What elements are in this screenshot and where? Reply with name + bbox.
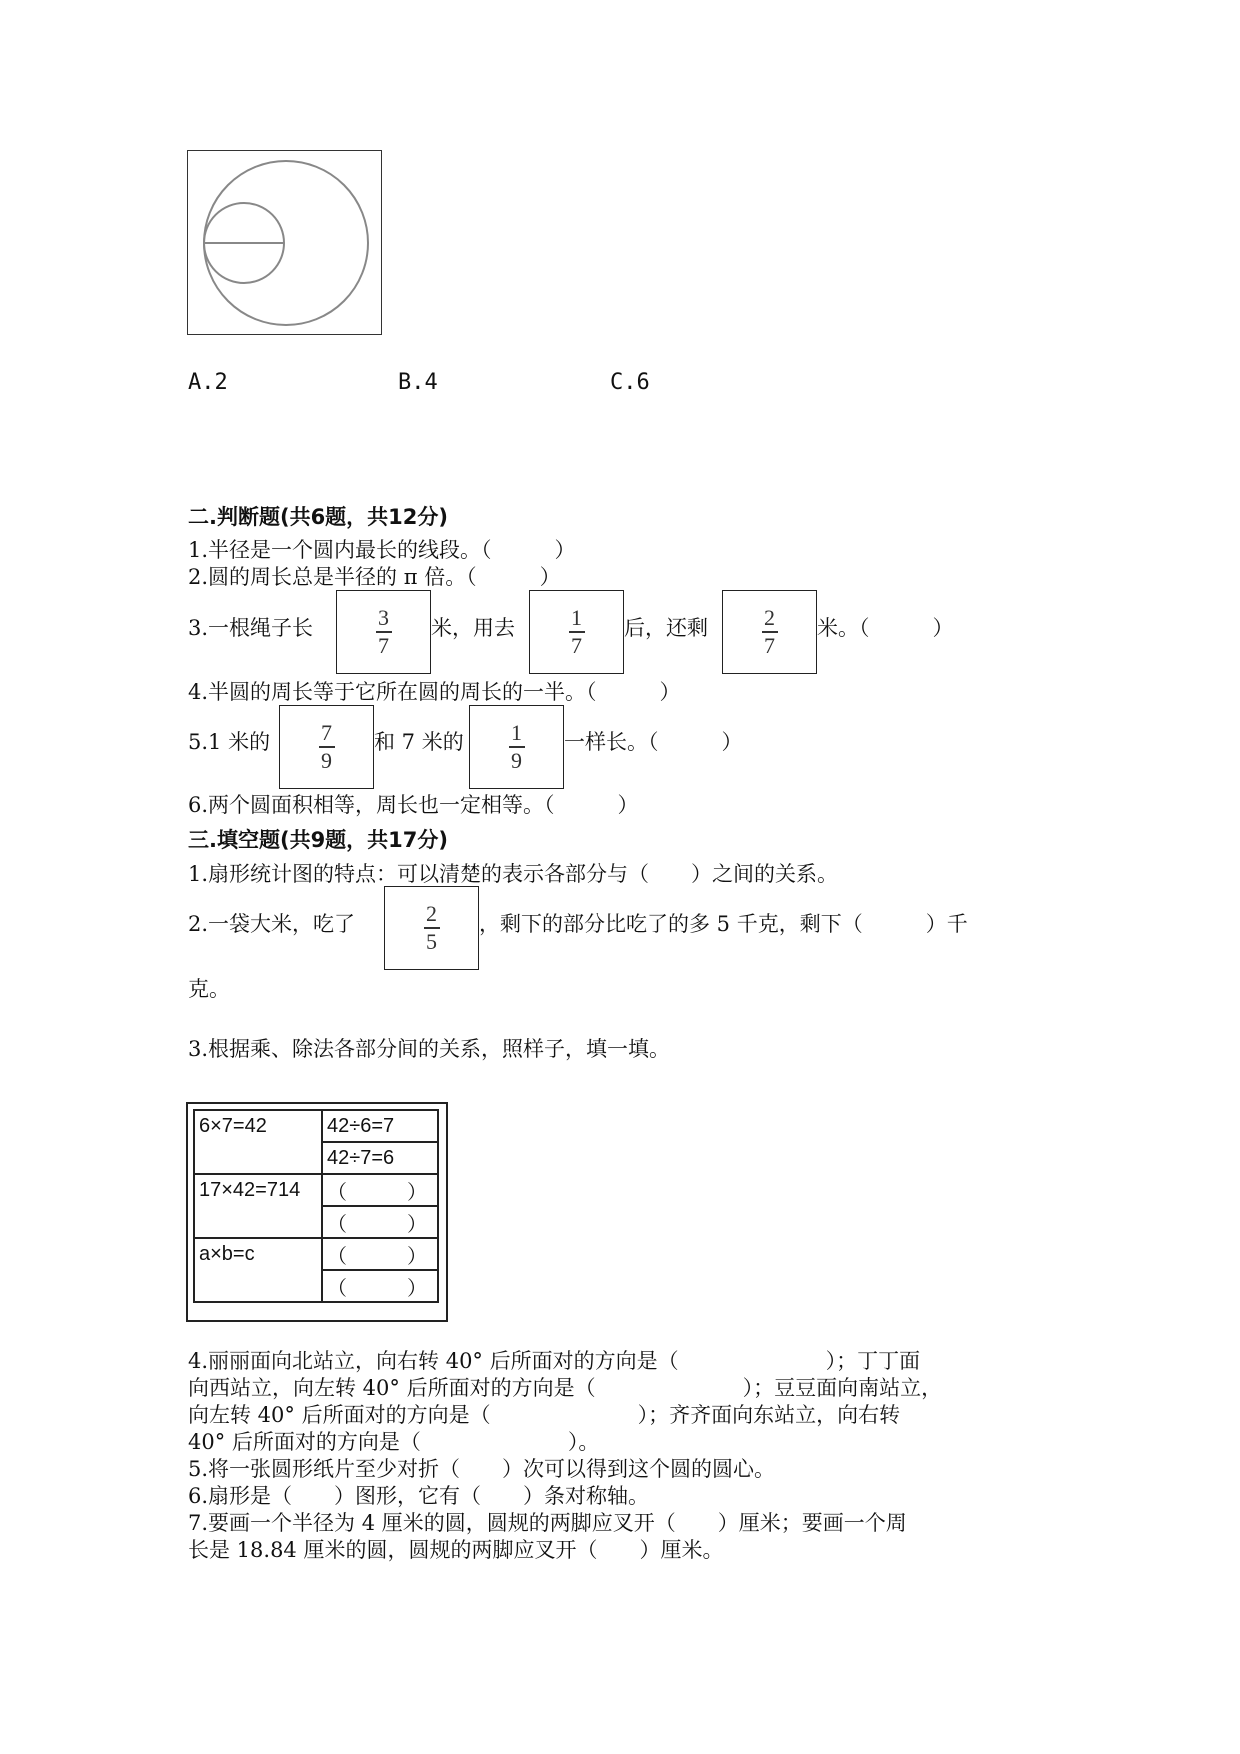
answer-blank[interactable]: （ ） (322, 1206, 438, 1238)
option-b: B.4 (398, 370, 438, 395)
section-2-title: 二.判断题(共6题，共12分) (188, 505, 449, 529)
relation-table (193, 1109, 439, 1303)
judge-q5-part2: 和 7 米的 (374, 730, 464, 754)
fraction-box-1-9: $\frac{1}{9}$ (469, 705, 564, 789)
fraction-box-3-7: $\frac{3}{7}$ (336, 590, 431, 674)
fill-q2-part3: 克。 (188, 977, 230, 1001)
judge-q3-part3: 后，还剩 (624, 616, 708, 640)
answer-blank[interactable]: （ ） (322, 1174, 438, 1206)
nested-circles-diagram (188, 151, 381, 334)
judge-q4: 4.半圆的周长等于它所在圆的周长的一半。（ ） (188, 680, 681, 704)
answer-blank[interactable]: （ ） (322, 1270, 438, 1302)
section-3-title: 三.填空题(共9题，共17分) (188, 828, 449, 852)
fill-q4-line1: 4.丽丽面向北站立，向右转 40° 后所面对的方向是（ ）；丁丁面 (188, 1349, 921, 1373)
circle-figure (187, 150, 382, 335)
judge-q2: 2.圆的周长总是半径的 π 倍。（ ） (188, 565, 561, 589)
table-cell: 17×42=714 (194, 1174, 322, 1238)
fill-q6: 6.扇形是（ ）图形，它有（ ）条对称轴。 (188, 1484, 650, 1508)
fraction-box-2-7: $\frac{2}{7}$ (722, 590, 817, 674)
table-cell: 42÷6=7 (322, 1110, 438, 1142)
table-cell: 6×7=42 (194, 1110, 322, 1174)
fill-q4-line3: 向左转 40° 后所面对的方向是（ ）；齐齐面向东站立，向右转 (188, 1403, 901, 1427)
judge-q6: 6.两个圆面积相等，周长也一定相等。（ ） (188, 793, 639, 817)
fraction-box-2-5: $\frac{2}{5}$ (384, 886, 479, 970)
fill-q5: 5.将一张圆形纸片至少对折（ ）次可以得到这个圆的圆心。 (188, 1457, 776, 1481)
fill-q4-line4: 40° 后所面对的方向是（ ）。 (188, 1430, 600, 1454)
table-cell: a×b=c (194, 1238, 322, 1302)
option-c: C.6 (610, 370, 650, 395)
fill-q2-part2: ，剩下的部分比吃了的多 5 千克，剩下（ ）千 (479, 912, 968, 936)
option-a: A.2 (188, 370, 228, 395)
answer-blank[interactable]: （ ） (322, 1238, 438, 1270)
judge-q1: 1.半径是一个圆内最长的线段。（ ） (188, 538, 576, 562)
fill-q1: 1.扇形统计图的特点：可以清楚的表示各部分与（ ）之间的关系。 (188, 862, 839, 886)
fraction-box-7-9: $\frac{7}{9}$ (279, 705, 374, 789)
fill-q7-line2: 长是 18.84 厘米的圆，圆规的两脚应叉开（ ）厘米。 (188, 1538, 724, 1562)
fill-q4-line2: 向西站立，向左转 40° 后所面对的方向是（ ）；豆豆面向南站立， (188, 1376, 943, 1400)
fill-q2-part1: 2.一袋大米，吃了 (188, 912, 356, 936)
fill-q3: 3.根据乘、除法各部分间的关系，照样子，填一填。 (188, 1037, 671, 1061)
judge-q5-part1: 5.1 米的 (188, 730, 271, 754)
judge-q3-part1: 3.一根绳子长 (188, 616, 314, 640)
judge-q3-part2: 米，用去 (431, 616, 515, 640)
fill-q7-line1: 7.要画一个半径为 4 厘米的圆，圆规的两脚应叉开（ ）厘米；要画一个周 (188, 1511, 907, 1535)
fraction-box-1-7: $\frac{1}{7}$ (529, 590, 624, 674)
table-cell: 42÷7=6 (322, 1142, 438, 1174)
judge-q5-part3: 一样长。（ ） (564, 730, 743, 754)
judge-q3-part4: 米。（ ） (817, 616, 954, 640)
